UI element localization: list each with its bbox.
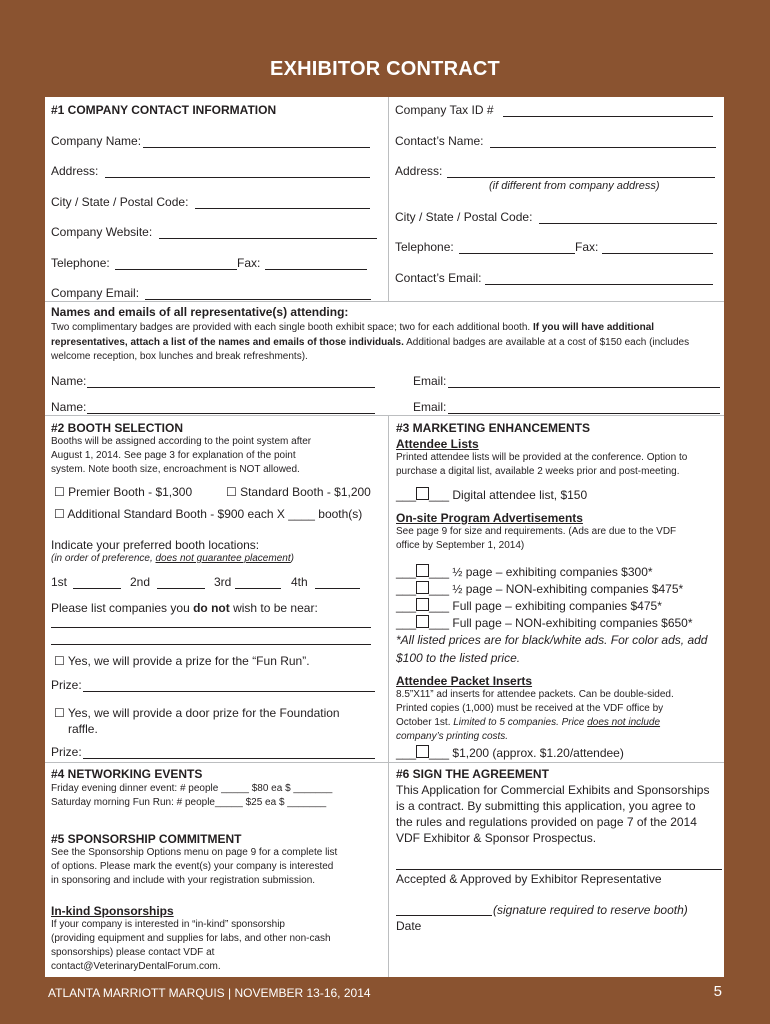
company-email-label: Company Email:	[51, 286, 140, 300]
fun-run-checkbox[interactable]: ☐ Yes, we will provide a prize for the “Fun Run”.	[54, 654, 310, 668]
door-prize-line2: raffle.	[68, 722, 98, 736]
ad-option-half-nonexhibit[interactable]: ___ ___ ½ page – NON-exhibiting companies $475*	[396, 582, 684, 596]
rep2-email-field[interactable]	[448, 413, 720, 414]
pref-2nd-label: 2nd	[130, 575, 151, 589]
booth-desc-line: system. Note booth size, encroachment is NOT allowed.	[51, 464, 300, 475]
checkbox-icon[interactable]	[416, 745, 429, 758]
city-state-label: City / State / Postal Code:	[51, 195, 189, 209]
attendee-lists-title: Attendee Lists	[396, 437, 479, 451]
signature-note: (signature required to reserve booth)	[493, 903, 688, 917]
contact-email-link[interactable]: contact@VeterinaryDentalForum.com.	[51, 961, 221, 972]
signature-field[interactable]	[396, 869, 722, 870]
inkind-desc: (providing equipment and supplies for labs, and other non-cash	[51, 933, 331, 944]
inkind-title: In-kind Sponsorships	[51, 904, 174, 918]
packet-desc: company’s printing costs.	[396, 731, 509, 742]
tax-id-field[interactable]	[503, 116, 713, 117]
onsite-ads-title: On-site Program Advertisements	[396, 511, 583, 525]
section1-heading: #1 COMPANY CONTACT INFORMATION	[51, 103, 277, 117]
address2-label: Address:	[395, 164, 443, 178]
pref-1st-field[interactable]	[73, 588, 121, 589]
onsite-ads-desc: See page 9 for size and requirements. (Ads are due to the VDF	[396, 526, 677, 537]
contract-form	[45, 97, 724, 977]
attendee-lists-desc: Printed attendee lists will be provided at the conference. Option to	[396, 452, 688, 463]
rep2-name-label: Name:	[51, 400, 87, 414]
inkind-desc: sponsorships) please contact VDF at	[51, 947, 215, 958]
date-label: Date	[396, 919, 422, 933]
sponsorship-desc: See the Sponsorship Options menu on page 9 for a complete list	[51, 847, 338, 858]
section5-heading: #5 SPONSORSHIP COMMITMENT	[51, 832, 242, 846]
standard-booth-checkbox[interactable]: ☐ Standard Booth - $1,200	[226, 485, 371, 499]
fax-label: Fax:	[237, 256, 261, 270]
fun-run-prize-field[interactable]	[83, 691, 375, 692]
ads-note: *All listed prices are for black/white ads. For color ads, add	[396, 633, 708, 647]
divider	[45, 301, 724, 302]
date-field[interactable]	[396, 915, 492, 916]
telephone-label: Telephone:	[51, 256, 110, 270]
friday-event[interactable]: Friday evening dinner event: # people _____ $80 ea $ _______	[51, 783, 333, 794]
accepted-label: Accepted & Approved by Exhibitor Representative	[396, 872, 662, 886]
pref-2nd-field[interactable]	[157, 588, 205, 589]
door-prize-label: Prize:	[51, 745, 82, 759]
ad-option-half-exhibit[interactable]: ___ ___ ½ page – exhibiting companies $300*	[396, 565, 653, 579]
column-divider	[388, 97, 389, 301]
reps-description: Two complimentary badges are provided with each single booth exhibit space; two for each additional booth. If you will have additional representatives, attach a list of the names and emails of those individuals. Additional badges are available at a cost of $150 each (includes welcome reception, box lunches and break refreshments).	[51, 322, 690, 362]
website-field[interactable]	[159, 238, 377, 239]
company-name-label: Company Name:	[51, 134, 142, 148]
checkbox-icon[interactable]	[416, 564, 429, 577]
footer-venue: ATLANTA MARRIOTT MARQUIS | NOVEMBER 13-16, 2014	[48, 986, 371, 1000]
contact-name-label: Contact’s Name:	[395, 134, 484, 148]
section3-heading: #3 MARKETING ENHANCEMENTS	[396, 421, 591, 435]
telephone2-field[interactable]	[459, 253, 575, 254]
premier-booth-checkbox[interactable]: ☐ Premier Booth - $1,300	[54, 485, 193, 499]
address-field[interactable]	[105, 177, 370, 178]
agreement-text: This Application for Commercial Exhibits and Sponsorships	[396, 783, 710, 797]
sponsorship-desc: in sponsoring and include with your registration submission.	[51, 875, 316, 886]
website-label: Company Website:	[51, 225, 153, 239]
rep1-name-field[interactable]	[87, 387, 375, 388]
telephone-field[interactable]	[115, 269, 237, 270]
pref-1st-label: 1st	[51, 575, 68, 589]
checkbox-icon[interactable]	[416, 487, 429, 500]
checkbox-icon[interactable]	[416, 615, 429, 628]
pref-3rd-label: 3rd	[214, 575, 232, 589]
agreement-text: the rules and regulations provided on page 7 of the 2014	[396, 815, 697, 829]
fax2-field[interactable]	[602, 253, 713, 254]
reps-heading: Names and emails of all representative(s) attending:	[51, 305, 349, 319]
digital-list-option[interactable]: ___ ___ Digital attendee list, $150	[396, 488, 588, 502]
inkind-desc: If your company is interested in “in-kind” sponsorship	[51, 919, 285, 930]
ads-note: $100 to the listed price.	[396, 651, 521, 665]
city-state2-field[interactable]	[539, 223, 717, 224]
contact-email-label: Contact’s Email:	[395, 271, 482, 285]
section4-heading: #4 NETWORKING EVENTS	[51, 767, 203, 781]
rep2-email-label: Email:	[413, 400, 447, 414]
fax-field[interactable]	[265, 269, 367, 270]
agreement-text: VDF Exhibitor & Sponsor Prospectus.	[396, 831, 597, 845]
contact-name-field[interactable]	[490, 147, 716, 148]
additional-booth-checkbox[interactable]: ☐ Additional Standard Booth - $900 each X ____ booth(s)	[54, 507, 363, 521]
page-number: 5	[713, 983, 722, 1000]
not-near-label: Please list companies you do not wish to be near:	[51, 601, 318, 615]
booth-desc-line: August 1, 2014. See page 3 for explanation of the point	[51, 450, 296, 461]
preferred-note: (in order of preference, does not guarantee placement)	[51, 553, 294, 564]
door-prize-field[interactable]	[83, 758, 375, 759]
contact-email-field[interactable]	[485, 284, 713, 285]
fax2-label: Fax:	[575, 240, 599, 254]
pref-3rd-field[interactable]	[235, 588, 281, 589]
checkbox-icon[interactable]	[416, 598, 429, 611]
booth-desc-line: Booths will be assigned according to the point system after	[51, 436, 312, 447]
not-near-field[interactable]	[51, 627, 371, 628]
address2-field[interactable]	[447, 177, 715, 178]
packet-desc: October 1st. Limited to 5 companies. Price does not include	[396, 717, 661, 728]
column-divider	[388, 415, 389, 977]
checkbox-icon[interactable]	[416, 581, 429, 594]
sponsorship-desc: of options. Please mark the event(s) your company is interested	[51, 861, 334, 872]
tax-id-label: Company Tax ID #	[395, 103, 494, 117]
ad-option-full-nonexhibit[interactable]: ___ ___ Full page – NON-exhibiting companies $650*	[396, 616, 693, 630]
rep2-name-field[interactable]	[87, 413, 375, 414]
divider	[45, 762, 724, 763]
packet-desc: 8.5”X11” ad inserts for attendee packets. Can be double-sided.	[396, 689, 674, 700]
page-title: EXHIBITOR CONTRACT	[270, 58, 500, 80]
packet-option[interactable]: ___ ___ $1,200 (approx. $1.20/attendee)	[396, 746, 624, 760]
preferred-locations-label: Indicate your preferred booth locations:	[51, 538, 260, 552]
attendee-lists-desc: purchase a digital list, available 2 weeks prior and post-meeting.	[396, 466, 680, 477]
fun-run-prize-label: Prize:	[51, 678, 82, 692]
ad-option-full-exhibit[interactable]: ___ ___ Full page – exhibiting companies $475*	[396, 599, 662, 613]
pref-4th-label: 4th	[291, 575, 308, 589]
door-prize-checkbox[interactable]: ☐ Yes, we will provide a door prize for the Foundation	[54, 706, 340, 720]
city-state2-label: City / State / Postal Code:	[395, 210, 533, 224]
address-label: Address:	[51, 164, 99, 178]
section6-heading: #6 SIGN THE AGREEMENT	[396, 767, 549, 781]
address2-note: (if different from company address)	[489, 180, 660, 192]
telephone2-label: Telephone:	[395, 240, 454, 254]
rep1-email-label: Email:	[413, 374, 447, 388]
city-state-field[interactable]	[195, 208, 370, 209]
divider	[45, 415, 724, 416]
pref-4th-field[interactable]	[315, 588, 360, 589]
company-name-field[interactable]	[143, 147, 370, 148]
section2-heading: #2 BOOTH SELECTION	[51, 421, 184, 435]
not-near-field[interactable]	[51, 644, 371, 645]
saturday-event[interactable]: Saturday morning Fun Run: # people_____ $25 ea $ _______	[51, 797, 327, 808]
onsite-ads-desc: office by September 1, 2014)	[396, 540, 525, 551]
packet-desc: Printed copies (1,000) must be received at the VDF office by	[396, 703, 664, 714]
packet-inserts-title: Attendee Packet Inserts	[396, 674, 533, 688]
rep1-name-label: Name:	[51, 374, 87, 388]
company-email-field[interactable]	[145, 299, 371, 300]
agreement-text: is a contract. By submitting this application, you agree to	[396, 799, 696, 813]
rep1-email-field[interactable]	[448, 387, 720, 388]
